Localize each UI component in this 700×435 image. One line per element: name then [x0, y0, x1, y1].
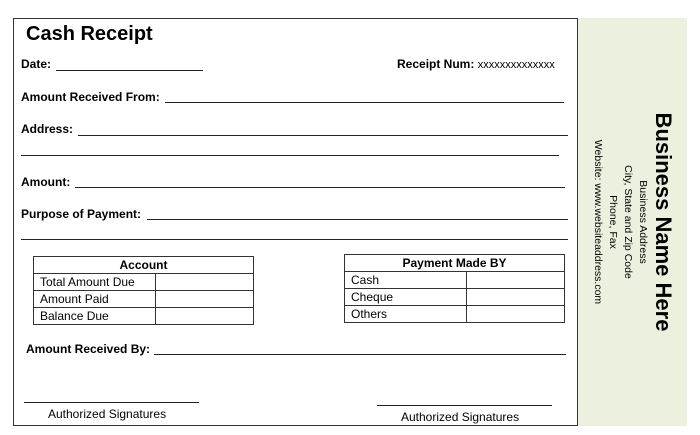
business-city: City, State and Zip Code: [621, 165, 634, 279]
account-row-value[interactable]: [156, 274, 254, 291]
business-name: Business Name Here: [650, 112, 676, 332]
table-row: [345, 272, 565, 289]
account-row-value[interactable]: [156, 308, 254, 325]
payment-row-value[interactable]: [467, 289, 565, 306]
payment-row-value[interactable]: [467, 272, 565, 289]
business-address: Business Address: [636, 180, 649, 264]
account-row-value[interactable]: [156, 291, 254, 308]
receipt-num-label: [397, 57, 555, 71]
signature-label-left: Authorized Signatures: [48, 407, 167, 421]
received-by-label: Amount Received By:: [26, 342, 151, 356]
business-phone: Phone, Fax: [606, 195, 619, 249]
amount-label: Amount:: [21, 175, 71, 189]
date-field-line[interactable]: [56, 70, 203, 71]
amount-field-line[interactable]: [75, 187, 565, 188]
payment-row-value[interactable]: [467, 306, 565, 323]
purpose-field-line[interactable]: [147, 219, 568, 220]
received-by-field-line[interactable]: [154, 354, 566, 355]
signature-line-left[interactable]: [24, 402, 199, 403]
payment-row-label: Cash: [345, 272, 467, 289]
address-field-line[interactable]: [78, 135, 568, 136]
signature-line-right[interactable]: [377, 405, 552, 406]
account-row-label: Balance Due: [34, 308, 156, 325]
payment-table: [344, 254, 565, 323]
receipt-num-value: xxxxxxxxxxxxxx: [477, 59, 555, 71]
receipt-num-label-text: Receipt Num:: [397, 57, 475, 71]
address-label: Address:: [21, 122, 74, 136]
received-from-label: Amount Received From:: [21, 90, 160, 104]
table-row: [345, 306, 565, 323]
business-info: [590, 113, 676, 332]
table-row: [34, 291, 254, 308]
table-row: [34, 308, 254, 325]
receipt-title: Cash Receipt: [26, 23, 153, 45]
signature-label-right: Authorized Signatures: [401, 410, 520, 424]
payment-table-header: Payment Made BY: [345, 255, 565, 272]
account-table: [33, 256, 254, 325]
table-row: [34, 274, 254, 291]
table-row: [345, 289, 565, 306]
purpose-label: Purpose of Payment:: [21, 207, 142, 221]
date-label: Date:: [21, 57, 52, 71]
account-row-label: Amount Paid: [34, 291, 156, 308]
business-side-panel: [577, 18, 687, 426]
payment-row-label: Others: [345, 306, 467, 323]
purpose-field-line-2[interactable]: [21, 239, 568, 240]
cash-receipt-form: [13, 18, 686, 426]
received-from-field-line[interactable]: [165, 102, 564, 103]
account-row-label: Total Amount Due: [34, 274, 156, 291]
payment-row-label: Cheque: [345, 289, 467, 306]
business-website: Website: www.websiteaddress.com: [591, 139, 604, 305]
account-table-header: Account: [34, 257, 254, 274]
address-field-line-2[interactable]: [21, 155, 559, 156]
